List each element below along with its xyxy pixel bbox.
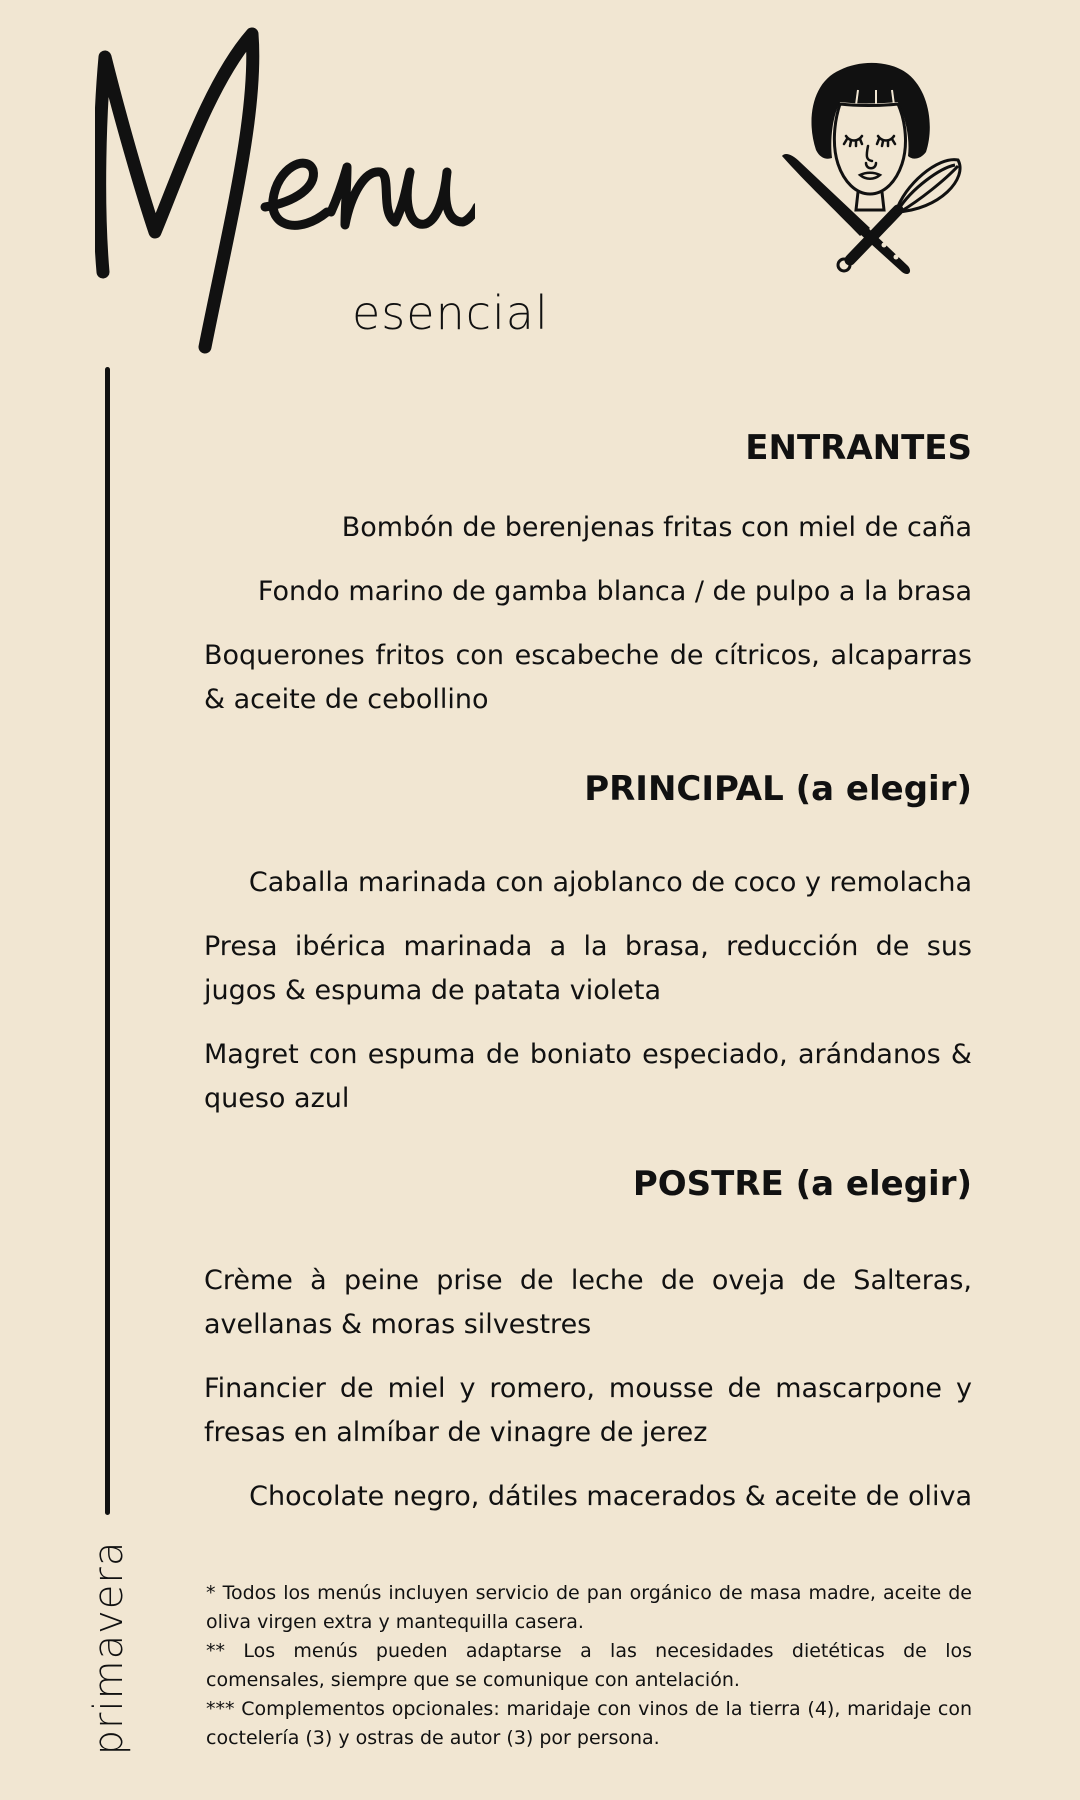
menu-item: Caballa marinada con ajoblanco de coco y remolacha — [248, 867, 972, 898]
season-label: primavera — [86, 1540, 132, 1756]
footnote: ** Los menús pueden adaptarse a las necesidades dietéticas de los comensales, siempre que se comunique con antelación. — [206, 1640, 972, 1691]
letter-n-stroke — [331, 167, 395, 225]
menu-item: Bombón de berenjenas fritas con miel de caña — [341, 512, 972, 543]
letter-e-stroke — [265, 163, 327, 225]
menu-item: Presa ibérica marinada a la brasa, reducción de sus jugos & espuma de patata violeta — [204, 931, 972, 1006]
menu-item: Chocolate negro, dátiles macerados & aceite de oliva — [249, 1481, 972, 1512]
menu-item: Crème à peine prise de leche de oveja de Salteras, avellanas & moras silvestres — [204, 1265, 972, 1340]
footnotes — [206, 1579, 972, 1753]
menu-item: Fondo marino de gamba blanca / de pulpo a la brasa — [257, 576, 972, 607]
chef-woman-knife-whisk-icon — [780, 60, 972, 275]
menu-item: Financier de miel y romero, mousse de mascarpone y fresas en almíbar de vinagre de jerez — [204, 1373, 972, 1448]
section-title-postre: POSTRE (a elegir) — [632, 1164, 972, 1204]
menu-item: Magret con espuma de boniato especiado, arándanos & queso azul — [204, 1039, 972, 1114]
section-title-principal: PRINCIPAL (a elegir) — [584, 769, 972, 809]
menu-item: Boquerones fritos con escabeche de cítricos, alcaparras & aceite de cebollino — [204, 640, 972, 715]
letter-m-stroke — [100, 34, 253, 347]
section-title-entrantes: ENTRANTES — [745, 428, 972, 468]
menu-content — [204, 428, 972, 1519]
vertical-divider — [105, 367, 110, 1515]
footnote: * Todos los menús incluyen servicio de pan orgánico de masa madre, aceite de oliva virgen extra y mantequilla casera. — [206, 1582, 972, 1633]
footnote: *** Complementos opcionales: maridaje con vinos de la tierra (4), maridaje con coctelería (3) y ostras de autor (3) por persona. — [206, 1698, 972, 1749]
letter-u-stroke — [395, 172, 475, 224]
menu-subtitle: esencial — [352, 286, 549, 340]
face-shape — [834, 104, 905, 194]
